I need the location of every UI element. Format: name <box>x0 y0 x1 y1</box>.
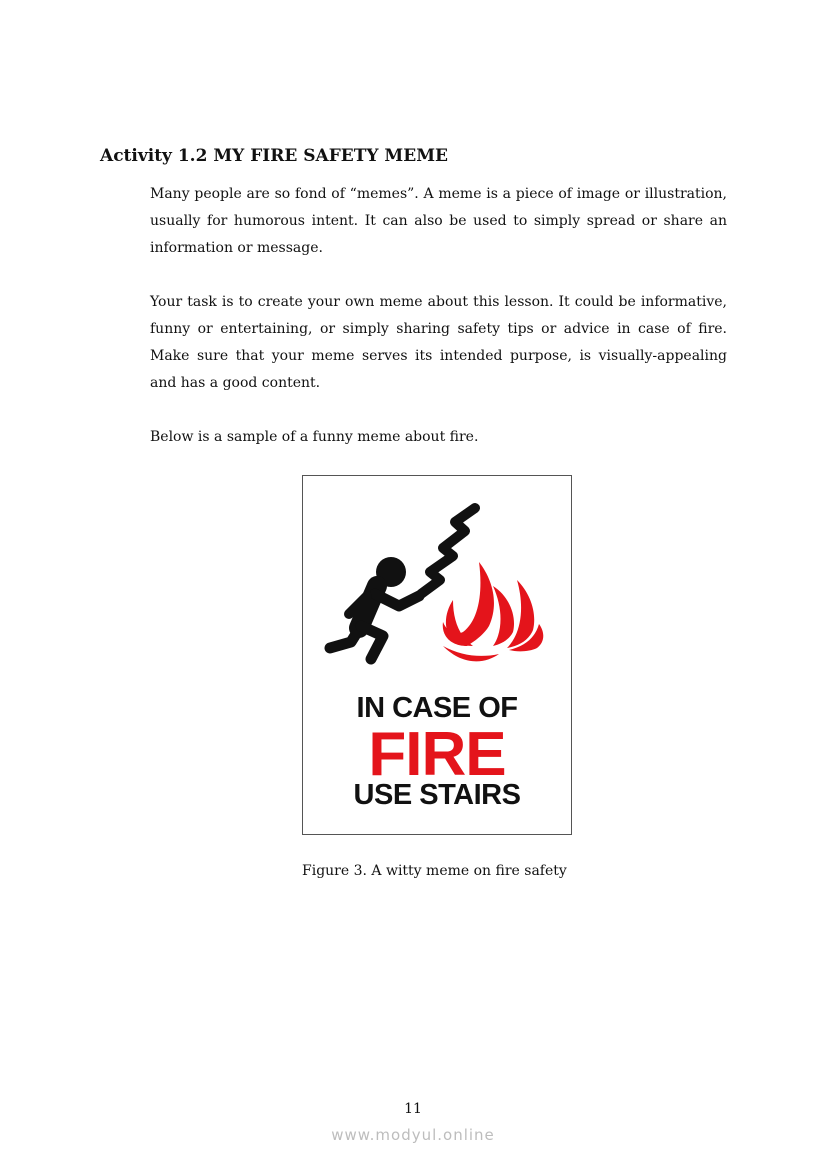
running-person-icon <box>330 557 419 659</box>
lightning-bolt-icon <box>421 508 475 594</box>
page-number: 11 <box>404 1101 422 1117</box>
intro-paragraph: Many people are so fond of “memes”. A meme is a piece of image or illustration, usually for humorous intent. It can also be used to simply spread or share an information or message. <box>150 186 727 256</box>
task-paragraph: Your task is to create your own meme about this lesson. It could be informative, funny or entertaining, or simply sharing safety tips or advice in case of fire. Make sure that your meme serves its intended purpose, is visually-appealing and has a good content. <box>150 294 727 391</box>
watermark: www.modyul.online <box>331 1126 495 1144</box>
activity-heading: Activity 1.2 MY FIRE SAFETY MEME <box>100 146 448 166</box>
sign-line-use-stairs: USE STAIRS <box>353 779 521 811</box>
meme-figure <box>302 475 572 835</box>
flame-icon <box>443 562 544 661</box>
sample-paragraph: Below is a sample of a funny meme about fire. <box>150 429 479 445</box>
sign-line-in-case-of: IN CASE OF <box>356 692 518 724</box>
sign-line-fire: FIRE <box>368 720 506 789</box>
figure-caption: Figure 3. A witty meme on fire safety <box>302 863 567 879</box>
